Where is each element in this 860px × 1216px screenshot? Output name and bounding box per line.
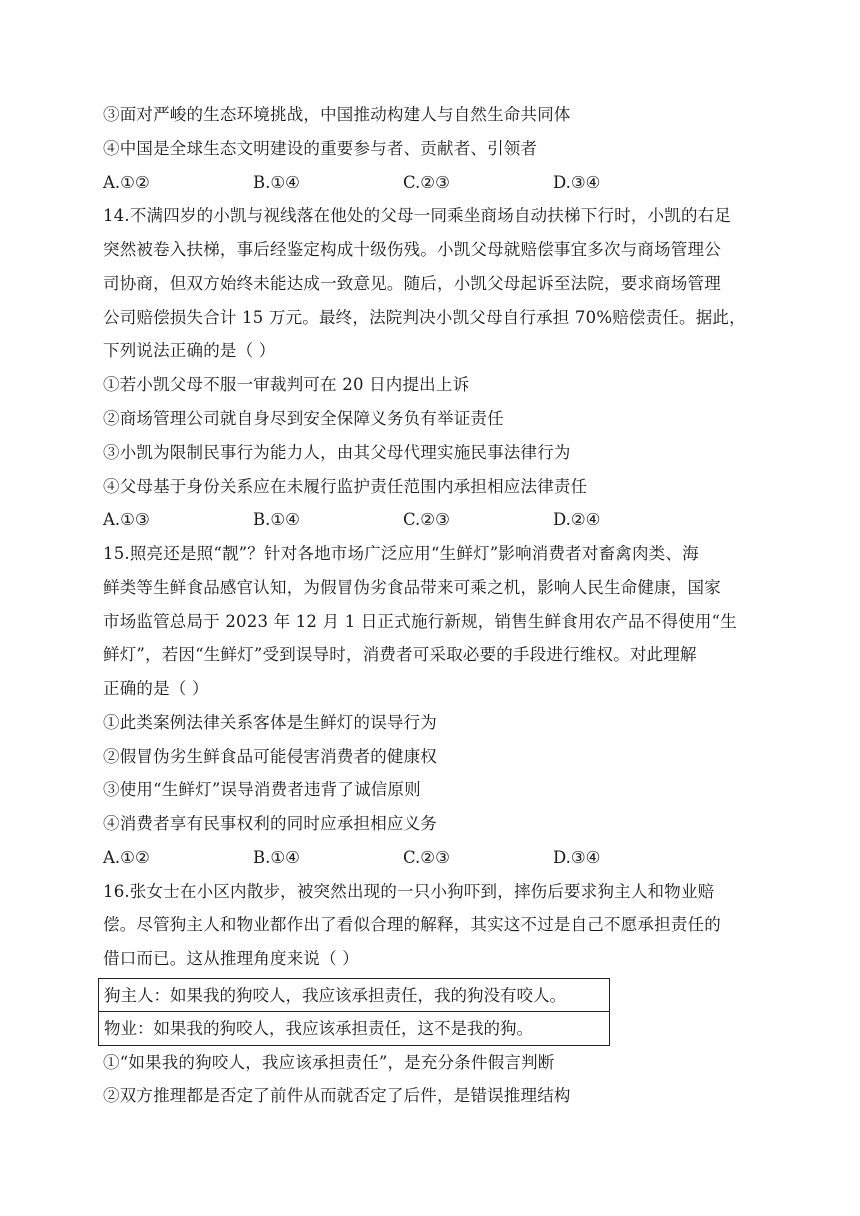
q13-option-b: B.①④ [253, 173, 300, 192]
q14-statement-3: ③小凯为限制民事行为能力人，由其父母代理实施民事法律行为 [103, 443, 571, 462]
q15-statement-4: ④消费者享有民事权利的同时应承担相应义务 [103, 814, 437, 833]
q16-dialog-table [98, 978, 610, 1046]
q14-stem-line: 突然被卷入扶梯，事后经鉴定构成十级伤残。小凯父母就赔偿事宜多次与商场管理公 [103, 240, 721, 259]
q13-option-c: C.②③ [403, 173, 450, 192]
q15-option-a: A.①② [103, 848, 150, 867]
q15-stem-line: 鲜灯”，若因“生鲜灯”受到误导时，消费者可采取必要的手段进行维权。对此理解 [103, 645, 697, 664]
q14-statement-2: ②商场管理公司就自身尽到安全保障义务负有举证责任 [103, 409, 504, 428]
q14-statement-1: ①若小凯父母不服一审裁判可在 20 日内提出上诉 [103, 375, 470, 394]
q14-statement-4: ④父母基于身份关系应在未履行监护责任范围内承担相应法律责任 [103, 477, 588, 496]
q13-statement-3: ③面对严峻的生态环境挑战，中国推动构建人与自然生命共同体 [103, 105, 571, 124]
q15-stem-line: 市场监管总局于 2023 年 12 月 1 日正式施行新规，销售生鲜食用农产品不得使用“生 [103, 612, 737, 631]
q14-stem-line: 公司赔偿损失合计 15 万元。最终，法院判决小凯父母自行承担 70%赔偿责任。据此， [103, 308, 746, 327]
q13-statement-4: ④中国是全球生态文明建设的重要参与者、贡献者、引领者 [103, 139, 538, 158]
q14-option-a: A.①③ [103, 510, 150, 529]
q14-stem-line: 下列说法正确的是（ ） [103, 341, 276, 360]
q15-stem-line: 鲜类等生鲜食品感官认知，为假冒伪劣食品带来可乘之机，影响人民生命健康，国家 [103, 578, 721, 597]
q16-stem-line: 偿。尽管狗主人和物业都作出了看似合理的解释，其实这不过是自己不愿承担责任的 [103, 915, 721, 934]
q15-option-c: C.②③ [403, 848, 450, 867]
q14-option-c: C.②③ [403, 510, 450, 529]
q14-option-b: B.①④ [253, 510, 300, 529]
q15-statement-1: ①此类案例法律关系客体是生鲜灯的误导行为 [103, 713, 437, 732]
q14-stem-line: 14.不满四岁的小凯与视线落在他处的父母一同乘坐商场自动扶梯下行时，小凯的右足 [103, 206, 732, 225]
q15-option-b: B.①④ [253, 848, 300, 867]
q16-stem-line: 借口而已。这从推理角度来说（ ） [103, 949, 359, 968]
q15-statement-2: ②假冒伪劣生鲜食品可能侵害消费者的健康权 [103, 747, 437, 766]
q13-option-a: A.①② [103, 173, 150, 192]
q14-option-d: D.②④ [553, 510, 601, 529]
q16-stem-line: 16.张女士在小区内散步，被突然出现的一只小狗吓到，摔伤后要求狗主人和物业赔 [103, 882, 715, 901]
q14-stem-line: 司协商，但双方始终未能达成一致意见。随后，小凯父母起诉至法院，要求商场管理 [103, 274, 721, 293]
q16-statement-1: ①“如果我的狗咬人，我应该承担责任”，是充分条件假言判断 [103, 1053, 555, 1072]
q16-dialog-property: 物业：如果我的狗咬人，我应该承担责任，这不是我的狗。 [104, 1019, 533, 1038]
q13-option-d: D.③④ [553, 173, 601, 192]
q16-statement-2: ②双方推理都是否定了前件从而就否定了后件，是错误推理结构 [103, 1086, 571, 1105]
q15-statement-3: ③使用“生鲜灯”误导消费者违背了诚信原则 [103, 780, 421, 799]
q16-dialog-owner: 狗主人：如果我的狗咬人，我应该承担责任，我的狗没有咬人。 [99, 979, 609, 1012]
q15-option-d: D.③④ [553, 848, 601, 867]
q15-stem-line: 正确的是（ ） [103, 679, 209, 698]
q15-stem-line: 15.照亮还是照“靓”？针对各地市场广泛应用“生鲜灯”影响消费者对畜禽肉类、海 [103, 544, 699, 563]
